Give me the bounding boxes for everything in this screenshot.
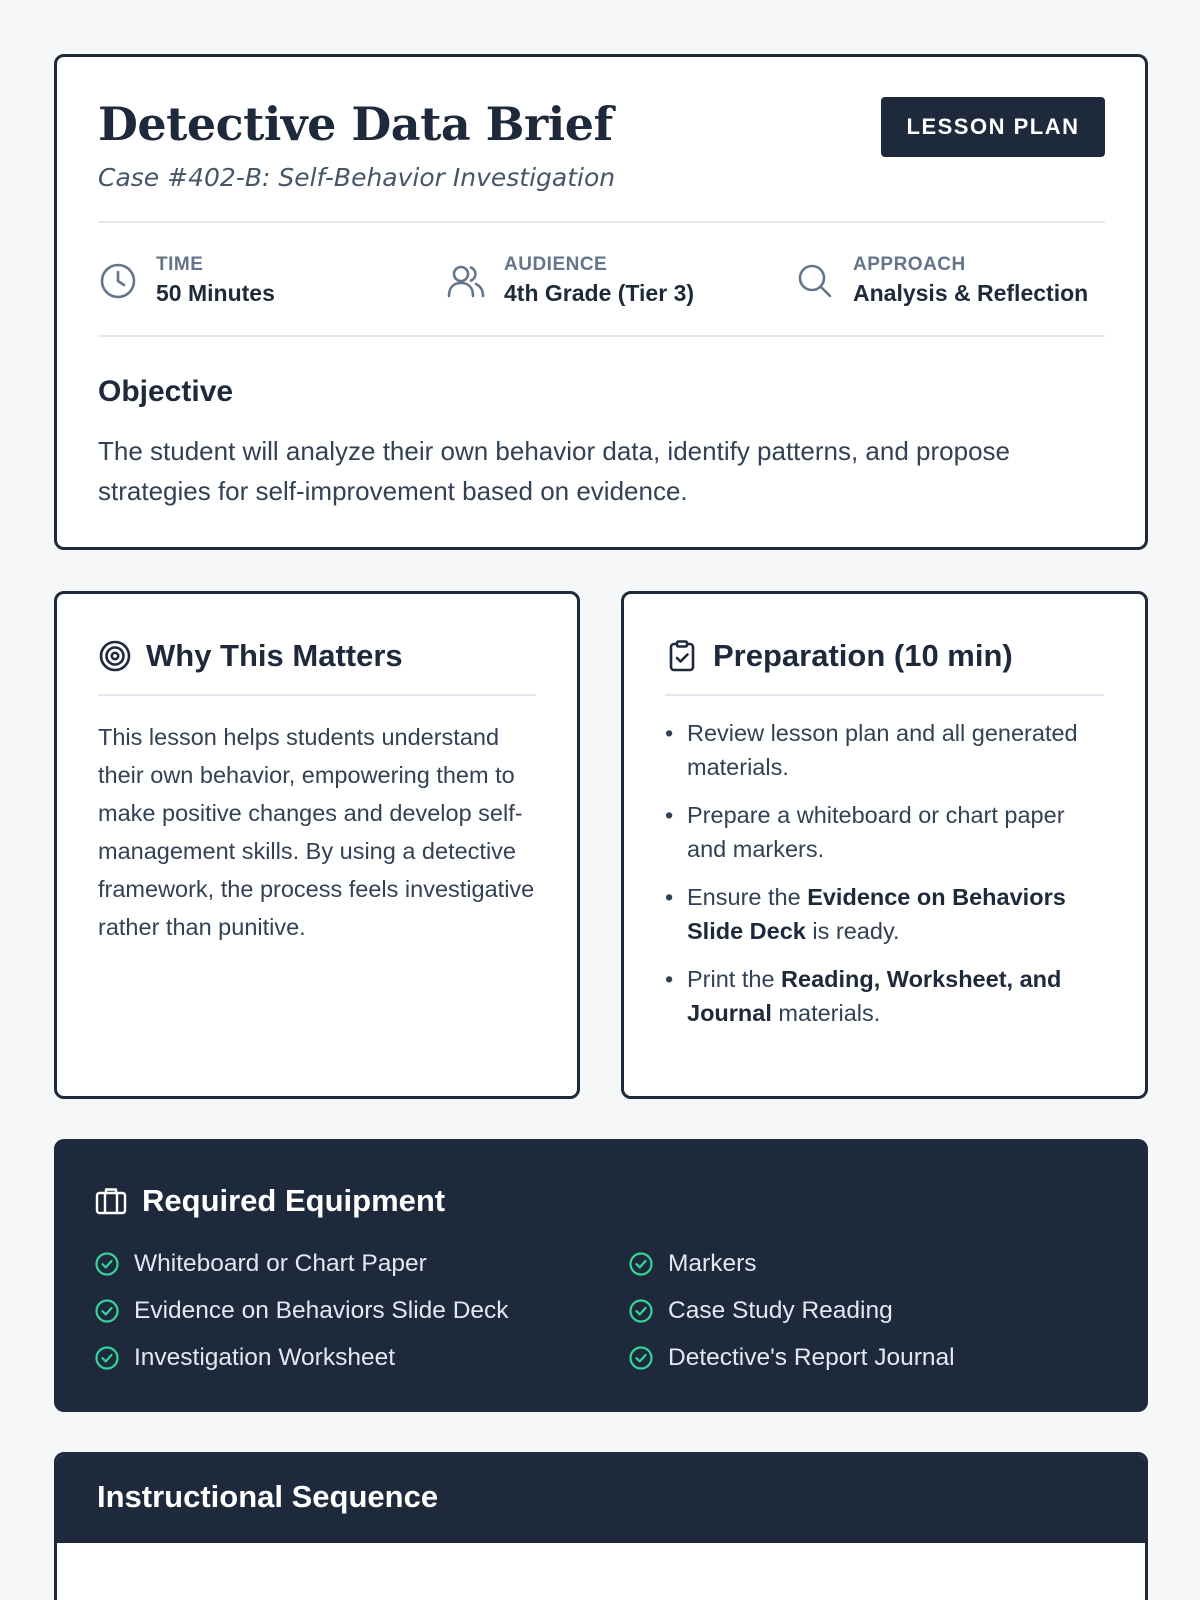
check-circle-icon	[94, 1298, 120, 1324]
equipment-item-label: Investigation Worksheet	[134, 1344, 396, 1371]
meta-audience	[446, 253, 694, 309]
list-item-text: Print the	[687, 966, 782, 992]
equipment-item	[628, 1246, 1128, 1282]
list-item	[665, 962, 1105, 1030]
equipment-item-label: Markers	[668, 1250, 757, 1277]
instructional-sequence-card	[54, 1452, 1148, 1600]
meta-label: AUDIENCE	[504, 254, 608, 275]
check-circle-icon	[94, 1345, 120, 1371]
meta-value: Analysis & Reflection	[853, 280, 1089, 306]
clock-icon	[98, 261, 138, 301]
list-item	[665, 798, 1105, 866]
clipboard-icon	[665, 639, 699, 673]
list-item-bold: Evidence on Behaviors Slide Deck	[687, 884, 1066, 944]
equipment-heading	[94, 1183, 445, 1219]
why-heading	[98, 638, 536, 674]
list-item-text: materials.	[771, 1000, 881, 1026]
objective-heading: Objective	[98, 375, 234, 408]
equipment-item-label: Case Study Reading	[668, 1297, 893, 1324]
objective-text: The student will analyze their own behavior data, identify patterns, and propose strategies for self-improvement based on evidence.	[98, 436, 1010, 506]
check-circle-icon	[628, 1345, 654, 1371]
users-icon	[446, 261, 486, 301]
equipment-list	[94, 1246, 1134, 1376]
list-item	[665, 716, 1105, 784]
why-this-matters-card	[54, 591, 580, 1099]
check-circle-icon	[94, 1251, 120, 1277]
meta-value: 4th Grade (Tier 3)	[504, 280, 695, 306]
lesson-plan-badge: LESSON PLAN	[881, 97, 1105, 157]
meta-label: TIME	[156, 254, 204, 275]
equipment-item-label: Evidence on Behaviors Slide Deck	[134, 1297, 509, 1324]
divider	[98, 335, 1105, 337]
divider	[665, 694, 1104, 696]
target-icon	[98, 639, 132, 673]
list-item-text: Review lesson plan and all generated materials.	[687, 720, 1078, 780]
preparation-heading	[665, 638, 1104, 674]
list-item-text: Ensure the	[687, 884, 808, 910]
sequence-header	[57, 1455, 1145, 1543]
page-title: Detective Data Brief	[98, 97, 613, 151]
required-equipment-card	[54, 1139, 1148, 1412]
list-item-bold: Reading, Worksheet, and Journal	[687, 966, 1062, 1026]
list-item-text: Prepare a whiteboard or chart paper and markers.	[687, 802, 1065, 862]
preparation-title: Preparation (10 min)	[713, 638, 1013, 673]
meta-time	[98, 253, 275, 309]
meta-value: 50 Minutes	[156, 280, 275, 306]
meta-label: APPROACH	[853, 254, 966, 275]
briefcase-icon	[94, 1184, 128, 1218]
check-circle-icon	[628, 1298, 654, 1324]
equipment-item	[94, 1340, 628, 1376]
list-item-text: is ready.	[805, 918, 900, 944]
sequence-title: Instructional Sequence	[97, 1479, 439, 1514]
meta-approach	[795, 253, 1088, 309]
divider	[98, 694, 536, 696]
equipment-item	[94, 1293, 628, 1329]
why-title: Why This Matters	[146, 638, 403, 673]
preparation-card	[621, 591, 1148, 1099]
check-circle-icon	[628, 1251, 654, 1277]
page-subtitle: Case #402-B: Self-Behavior Investigation	[98, 163, 616, 192]
search-icon	[795, 261, 835, 301]
equipment-item	[94, 1246, 628, 1282]
equipment-item-label: Detective's Report Journal	[668, 1344, 955, 1371]
equipment-item	[628, 1340, 1128, 1376]
lesson-header-card	[54, 54, 1148, 550]
divider	[98, 221, 1105, 223]
list-item	[665, 880, 1105, 948]
equipment-item	[628, 1293, 1128, 1329]
equipment-item-label: Whiteboard or Chart Paper	[134, 1250, 427, 1277]
preparation-list	[665, 716, 1105, 1044]
equipment-title: Required Equipment	[142, 1183, 446, 1218]
why-text: This lesson helps students understand their own behavior, empowering them to make positive changes and develop self-management skills. By using a detective framework, the process feels investigative rather than punitive.	[98, 724, 535, 940]
